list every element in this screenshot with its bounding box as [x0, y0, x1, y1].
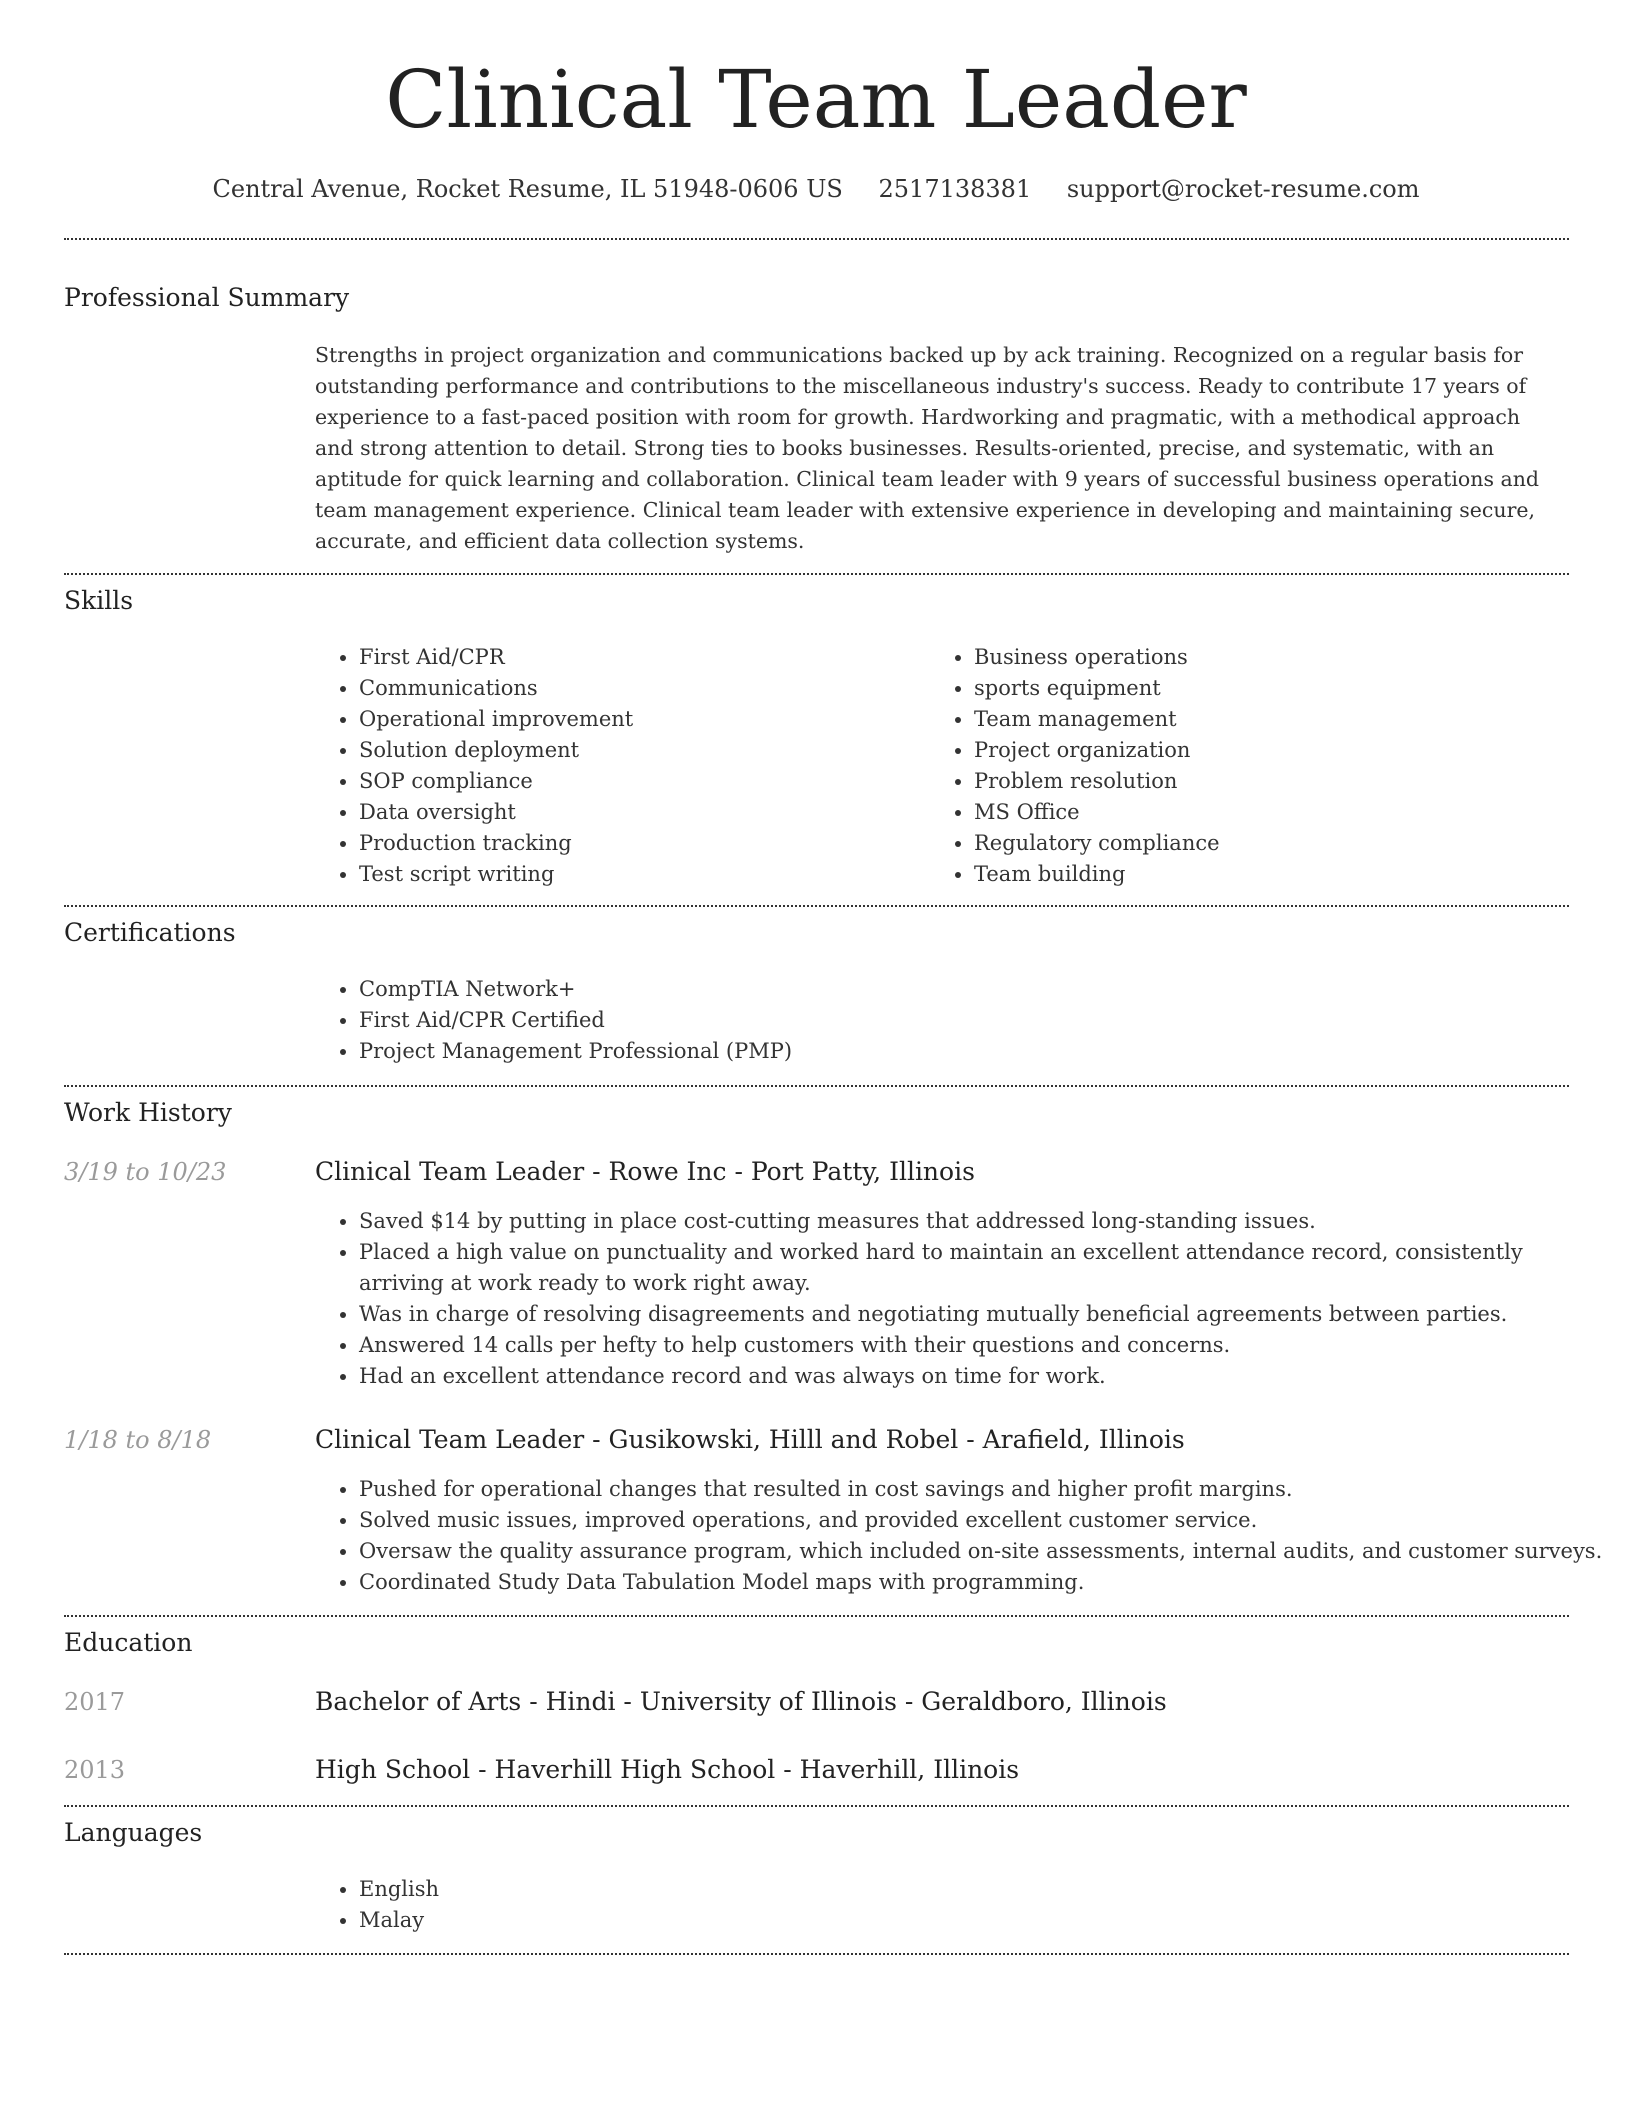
list-item: • First Aid/CPR Certified	[359, 1005, 1559, 1036]
job-dates: 3/19 to 10/23	[64, 1158, 227, 1186]
list-item: • Malay	[359, 1905, 959, 1936]
list-item: • Team management	[974, 704, 1574, 735]
education-heading: High School - Haverhill High School - Haverhill, Illinois	[315, 1755, 1020, 1784]
list-item: • Coordinated Study Data Tabulation Model maps with programming.	[359, 1567, 1609, 1598]
list-item: • Project organization	[974, 735, 1574, 766]
contact-address: Central Avenue, Rocket Resume, IL 51948-0606 US	[212, 175, 843, 203]
section-title-summary: Professional Summary	[64, 283, 350, 312]
languages-list	[315, 1874, 959, 1936]
job-dates: 1/18 to 8/18	[64, 1426, 212, 1454]
list-item: • Project Management Professional (PMP)	[359, 1036, 1559, 1067]
divider	[64, 1953, 1569, 1955]
education-heading: Bachelor of Arts - Hindi - University of Illinois - Geraldboro, Illinois	[315, 1687, 1167, 1716]
divider	[64, 1615, 1569, 1617]
list-item: • SOP compliance	[359, 766, 919, 797]
contact-phone: 2517138381	[878, 175, 1032, 203]
list-item: • Placed a high value on punctuality and worked hard to maintain an excellent attendance record, consistently arriving at work ready to work right away.	[359, 1237, 1609, 1299]
job-heading: Clinical Team Leader - Rowe Inc - Port Patty, Illinois	[315, 1157, 975, 1186]
section-title-languages: Languages	[64, 1818, 203, 1847]
list-item: • CompTIA Network+	[359, 974, 1559, 1005]
section-title-skills: Skills	[64, 586, 134, 615]
list-item: • MS Office	[974, 797, 1574, 828]
list-item: • Problem resolution	[974, 766, 1574, 797]
contact-email: support@rocket-resume.com	[1066, 175, 1420, 203]
list-item: • First Aid/CPR	[359, 642, 919, 673]
list-item: • Had an excellent attendance record and was always on time for work.	[359, 1361, 1609, 1392]
resume-name: Clinical Team Leader	[385, 53, 1247, 146]
list-item: • Was in charge of resolving disagreements and negotiating mutually beneficial agreements between parties.	[359, 1299, 1609, 1330]
section-title-certifications: Certifications	[64, 918, 236, 947]
certifications-list	[315, 974, 1559, 1067]
summary-text: Strengths in project organization and communications backed up by ack training. Recognized on a regular basis for outstanding performance and contributions to the miscellaneous industry's success. Ready to contribute 17 years of experience to a fast-paced position with room for growth. Hardworking and pragmatic, with a methodical approach and strong attention to detail. Strong ties to books businesses. Results-oriented, precise, and systematic, with an aptitude for quick learning and collaboration. Clinical team leader with 9 years of successful business operations and team management experience. Clinical team leader with extensive experience in developing and maintaining secure, accurate, and efficient data collection systems.	[315, 343, 1540, 553]
list-item: • English	[359, 1874, 959, 1905]
list-item: • sports equipment	[974, 673, 1574, 704]
list-item: • Pushed for operational changes that resulted in cost savings and higher profit margins.	[359, 1474, 1609, 1505]
list-item: • Data oversight	[359, 797, 919, 828]
divider	[64, 905, 1569, 907]
list-item: • Solution deployment	[359, 735, 919, 766]
list-item: • Regulatory compliance	[974, 828, 1574, 859]
list-item: • Answered 14 calls per hefty to help customers with their questions and concerns.	[359, 1330, 1609, 1361]
section-title-education: Education	[64, 1628, 193, 1657]
contact-line	[0, 172, 1632, 206]
list-item: • Communications	[359, 673, 919, 704]
list-item: • Team building	[974, 859, 1574, 890]
education-year: 2017	[64, 1688, 126, 1716]
list-item: • Saved $14 by putting in place cost-cutting measures that addressed long-standing issues.	[359, 1206, 1609, 1237]
education-year: 2013	[64, 1756, 126, 1784]
section-title-work-history: Work History	[64, 1098, 232, 1127]
list-item: • Production tracking	[359, 828, 919, 859]
skills-list-left	[315, 642, 919, 890]
list-item: • Business operations	[974, 642, 1574, 673]
list-item: • Test script writing	[359, 859, 919, 890]
job-bullets	[315, 1206, 1609, 1392]
divider	[64, 1085, 1569, 1087]
list-item: • Operational improvement	[359, 704, 919, 735]
job-bullets	[315, 1474, 1609, 1598]
skills-list-right	[930, 642, 1574, 890]
divider	[64, 573, 1569, 575]
list-item: • Solved music issues, improved operations, and provided excellent customer service.	[359, 1505, 1609, 1536]
job-heading: Clinical Team Leader - Gusikowski, Hilll and Robel - Arafield, Illinois	[315, 1425, 1185, 1454]
divider	[64, 1805, 1569, 1807]
list-item: • Oversaw the quality assurance program, which included on-site assessments, internal audits, and customer surveys.	[359, 1536, 1609, 1567]
divider	[64, 238, 1569, 240]
